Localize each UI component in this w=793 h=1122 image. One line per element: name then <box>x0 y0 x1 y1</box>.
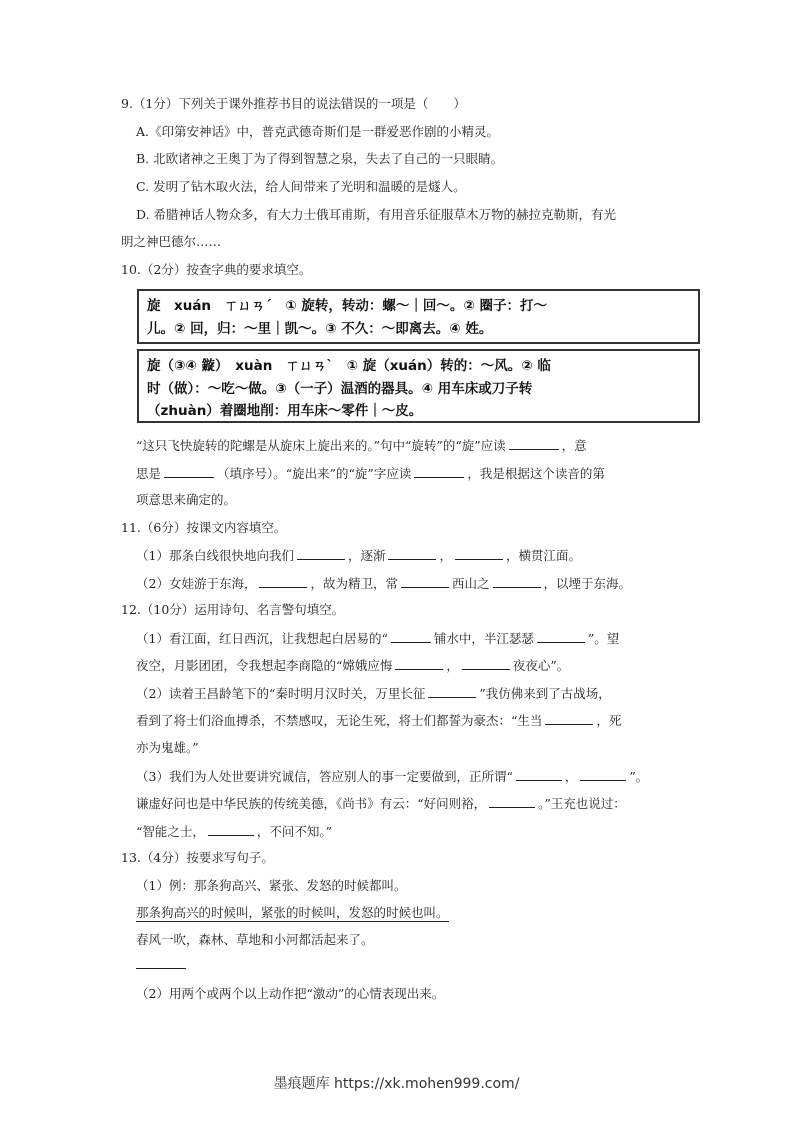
q13-item-1-sentence: 春风一吹，森林、草地和小河都活起来了。 <box>136 932 374 947</box>
page-footer-watermark: 墨痕题库 https://xk.mohen999.com/ <box>273 1076 520 1092</box>
q13-item-1: （1）例：那条狗高兴、紧张、发怒的时候都叫。 <box>136 878 407 893</box>
dict-entry-line: （zhuàn）着圈地削：用车床～零件｜～皮。 <box>147 403 423 419</box>
q11-stem: 11.（6分）按课文内容填空。 <box>121 520 287 535</box>
q9-option-d: D. 希腊神话人物众多，有大力士俄耳甫斯，有用音乐征服草木万物的赫拉克勒斯，有光 <box>136 207 617 222</box>
dict-entry-line: 儿。② 回，归：～里｜凯～。③ 不久：～即离去。④ 姓。 <box>147 321 493 337</box>
answer-blank[interactable] <box>455 547 503 560</box>
q9-option-d-cont: 明之神巴德尔…… <box>121 234 222 249</box>
q9-option-c: C. 发明了钻木取火法，给人间带来了光明和温暖的是燧人。 <box>136 179 466 194</box>
answer-blank[interactable] <box>509 437 559 450</box>
answer-blank[interactable] <box>136 968 186 969</box>
dictionary-entry-xuan4 <box>137 349 700 423</box>
dict-entry-line: 旋 xuán ㄒㄩㄢˊ ① 旋转，转动：螺～｜回～。② 圈子：打～ <box>147 298 548 314</box>
answer-blank[interactable] <box>395 657 443 670</box>
answer-blank[interactable] <box>208 823 254 836</box>
dict-entry-line: 时（做）：～吃～做。③（一子）温酒的器具。④ 用车床或刀子转 <box>147 381 533 397</box>
q9-stem: 9.（1分）下列关于课外推荐书目的说法错误的一项是（ ） <box>121 96 466 111</box>
q10-paragraph-line3: 项意思来确定的。 <box>136 492 237 507</box>
answer-blank[interactable] <box>537 630 585 643</box>
q12-item-3-end: “智能之士， ，不问不知。” <box>136 824 333 839</box>
q12-item-3-cont: 谦虚好问也是中华民族的传统美德，《尚书》有云：“好问则裕， 。”王充也说过： <box>136 796 626 811</box>
answer-blank[interactable] <box>493 575 541 588</box>
dictionary-entry-xuan2 <box>137 289 700 344</box>
answer-blank[interactable] <box>388 547 436 560</box>
q11-item-1: （1）那条白线很快地向我们 ，逐渐 ， ，横贯江面。 <box>136 548 582 563</box>
answer-blank[interactable] <box>297 547 345 560</box>
answer-blank[interactable] <box>545 712 593 725</box>
dict-entry-line: 旋（③④ 鏇） xuàn ㄒㄩㄢˋ ① 旋（xuán）转的：～风。② 临 <box>147 358 551 374</box>
answer-blank[interactable] <box>391 630 431 643</box>
q12-item-1-cont: 夜空，月影团团，令我想起李商隐的“嫦娥应悔 ， 夜夜心”。 <box>136 658 570 673</box>
answer-blank[interactable] <box>428 685 476 698</box>
q11-item-2: （2）女娃游于东海， ，故为精卫，常 西山之 ，以堙于东海。 <box>136 576 632 591</box>
answer-blank[interactable] <box>489 795 535 808</box>
answer-blank[interactable] <box>401 575 449 588</box>
q12-item-3: （3）我们为人处世要讲究诚信，答应别人的事一定要做到，正所谓“ ， ”。 <box>136 769 649 784</box>
q13-stem: 13.（4分）按要求写句子。 <box>121 850 274 865</box>
answer-blank[interactable] <box>414 465 464 478</box>
q12-item-2-end: 亦为鬼雄。” <box>136 740 199 755</box>
q12-item-2: （2）读着王昌龄笔下的“秦时明月汉时关，万里长征 ”我仿佛来到了古战场， <box>136 686 611 701</box>
q12-item-1: （1）看江面，红日西沉，让我想起白居易的“ 铺水中，半江瑟瑟 ”。望 <box>136 631 620 646</box>
q13-item-2: （2）用两个或两个以上动作把“激动”的心情表现出来。 <box>136 986 445 1001</box>
q12-item-2-cont: 看到了将士们浴血搏杀，不禁感叹，无论生死，将士们都誓为豪杰：“生当 ，死 <box>136 713 622 728</box>
q9-option-a: A.《印第安神话》中，普克武德奇斯们是一群爱恶作剧的小精灵。 <box>136 124 500 139</box>
answer-blank[interactable] <box>580 768 626 781</box>
q10-paragraph-line1: “这只飞快旋转的陀螺是从旋床上旋出来的。”句中“旋转”的“旋”应读 ，意 <box>136 438 587 453</box>
answer-blank[interactable] <box>516 768 562 781</box>
q10-paragraph-line2: 思是 （填序号）。“旋出来”的“旋”字应读 ，我是根据这个读音的第 <box>136 466 605 481</box>
answer-blank[interactable] <box>462 657 510 670</box>
q10-stem: 10.（2分）按查字典的要求填空。 <box>121 262 312 277</box>
q13-example-answer: 那条狗高兴的时候叫，紧张的时候叫，发怒的时候也叫。 <box>136 905 449 920</box>
answer-blank[interactable] <box>164 465 214 478</box>
q12-stem: 12.（10分）运用诗句、名言警句填空。 <box>121 602 345 617</box>
answer-blank[interactable] <box>259 575 307 588</box>
q9-option-b: B. 北欧诸神之王奥丁为了得到智慧之泉，失去了自己的一只眼睛。 <box>136 151 504 166</box>
